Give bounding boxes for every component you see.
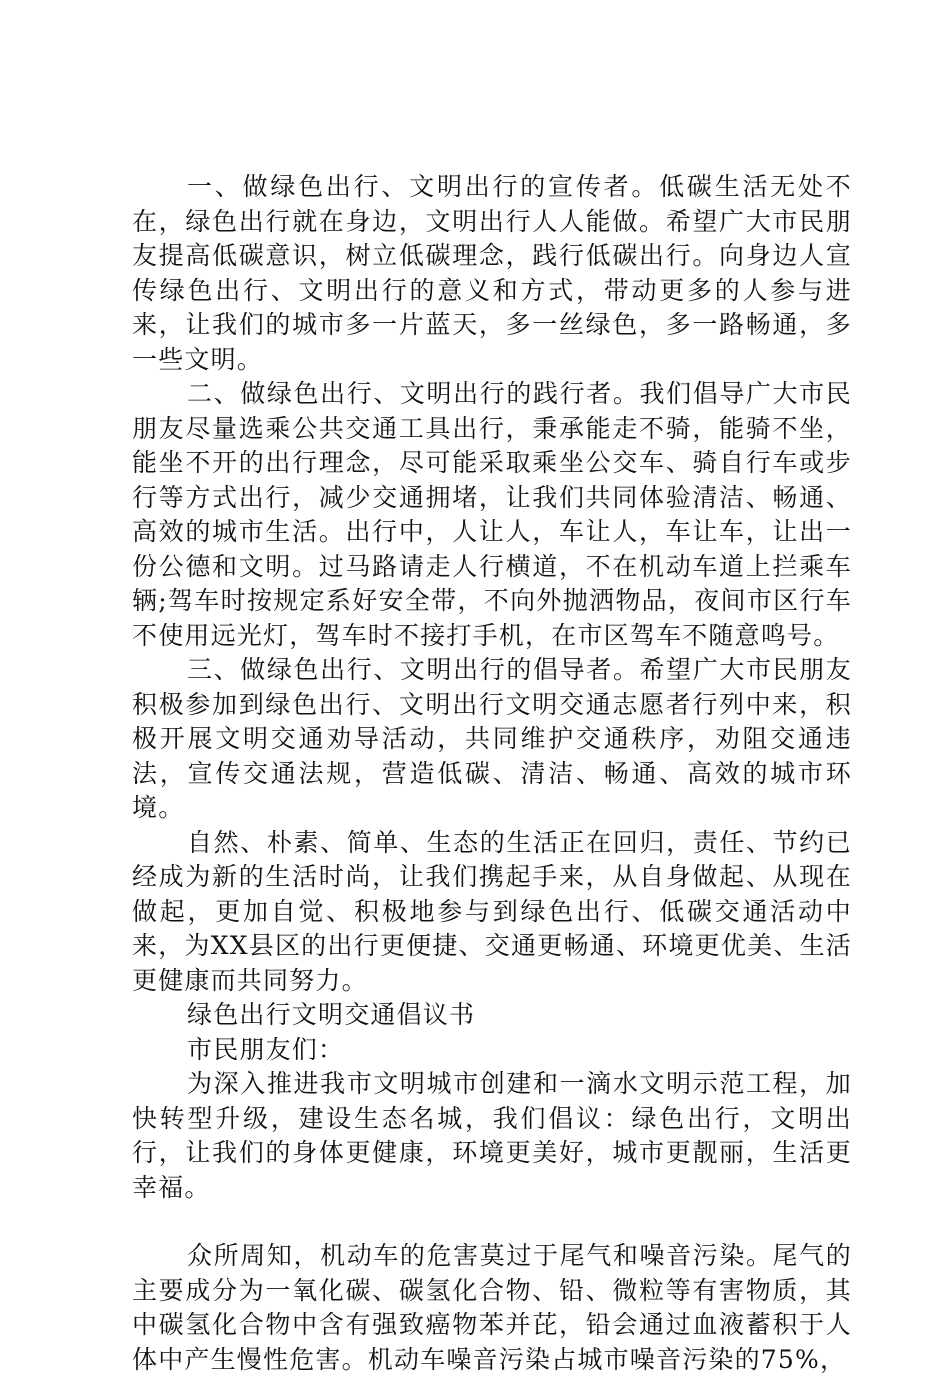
paragraph-proposal-intro: 为深入推进我市文明城市创建和一滴水文明示范工程，加快转型升级，建设生态名城，我们倡议：绿色出行，文明出行，让我们的身体更健康，环境更美好，城市更靓丽，生活更幸福。 (132, 1069, 852, 1202)
paragraph-conclusion: 自然、朴素、简单、生态的生活正在回归，责任、节约已经成为新的生活时尚，让我们携起手来，从自身做起、从现在做起，更加自觉、积极地参与到绿色出行、低碳交通活动中来，为XX县区的出行更便捷、交通更畅通、环境更优美、生活更健康而共同努力。 (132, 827, 852, 995)
paragraph-publicist: 一、做绿色出行、文明出行的宣传者。低碳生活无处不在，绿色出行就在身边，文明出行人人能做。希望广大市民朋友提高低碳意识，树立低碳理念，践行低碳出行。向身边人宣传绿色出行、文明出行的意义和方式，带动更多的人参与进来，让我们的城市多一片蓝天，多一丝绿色，多一路畅通，多一些文明。 (132, 172, 852, 374)
paragraph-vehicle-pollution: 众所周知，机动车的危害莫过于尾气和噪音污染。尾气的主要成分为一氧化碳、碳氢化合物、铅、微粒等有害物质，其中碳氢化合物中含有强致癌物苯并芘，铅会通过血液蓄积于人体中产生慢性危害。机动车噪音污染占城市噪音污染的75%， (132, 1241, 852, 1374)
salutation: 市民朋友们： (187, 1034, 345, 1064)
proposal-title: 绿色出行文明交通倡议书 (187, 1000, 476, 1029)
paragraph-practitioner: 二、做绿色出行、文明出行的践行者。我们倡导广大市民朋友尽量选乘公共交通工具出行，秉承能走不骑，能骑不坐，能坐不开的出行理念，尽可能采取乘坐公交车、骑自行车或步行等方式出行，减少交通拥堵，让我们共同体验清洁、畅通、高效的城市生活。出行中，人让人，车让人，车让车，让出一份公德和文明。过马路请走人行横道，不在机动车道上拦乘车辆;驾车时按规定系好安全带，不向外抛洒物品，夜间市区行车不使用远光灯，驾车时不接打手机，在市区驾车不随意鸣号。 (132, 379, 852, 650)
paragraph-spacer (132, 1205, 852, 1239)
document-body (132, 170, 852, 1377)
paragraph-advocate: 三、做绿色出行、文明出行的倡导者。希望广大市民朋友积极参加到绿色出行、文明出行文明交通志愿者行列中来，积极开展文明交通劝导活动，共同维护交通秩序，劝阻交通违法，宣传交通法规，营造低碳、清洁、畅通、高效的城市环境。 (132, 655, 852, 822)
